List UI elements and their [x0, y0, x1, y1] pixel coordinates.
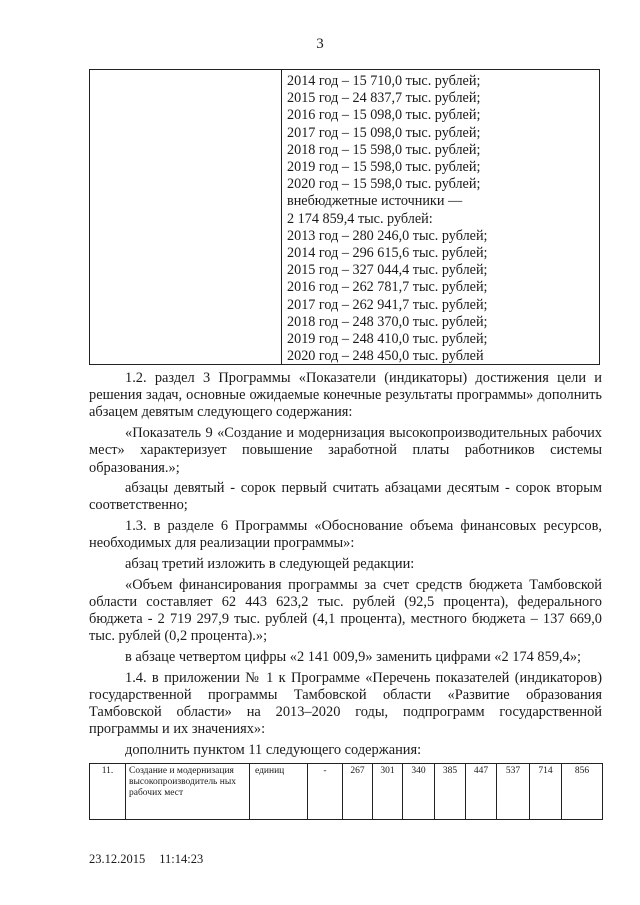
funding-line: 2014 год – 15 710,0 тыс. рублей; — [287, 73, 481, 89]
funding-line: 2017 год – 262 941,7 тыс. рублей; — [287, 296, 488, 313]
indicator-number: 11. — [90, 764, 126, 820]
paragraph: 1.3. в разделе 6 Программы «Обоснование объема финансовых ресурсов, необходимых для реализации программы»: — [89, 518, 602, 552]
indicator-value: 714 — [530, 764, 562, 820]
paragraph: абзац третий изложить в следующей редакции: — [125, 556, 415, 573]
funding-line: 2014 год – 296 615,6 тыс. рублей; — [287, 245, 488, 262]
funding-line: 2020 год – 248 450,0 тыс. рублей — [287, 348, 484, 365]
funding-table — [89, 69, 600, 365]
funding-line: 2019 год – 15 598,0 тыс. рублей; — [287, 159, 481, 176]
funding-line: внебюджетные источники — — [287, 193, 463, 210]
paragraph: 1.2. раздел 3 Программы «Показатели (индикаторы) достижения цели и решения задач, основные ожидаемые конечные результаты программы» дополнить абзацем девятым следующего содержания: — [89, 370, 602, 421]
indicator-row — [90, 764, 603, 820]
paragraph: в абзаце четвертом цифры «2 141 009,9» заменить цифрами «2 174 859,4»; — [125, 649, 582, 666]
funding-line: 2019 год – 248 410,0 тыс. рублей; — [287, 331, 488, 348]
funding-table-label-cell — [90, 70, 282, 364]
indicator-value: 856 — [562, 764, 603, 820]
funding-line: 2020 год – 15 598,0 тыс. рублей; — [287, 176, 481, 193]
indicator-value: 267 — [343, 764, 373, 820]
indicator-value: 340 — [403, 764, 435, 820]
funding-line: 2016 год – 262 781,7 тыс. рублей; — [287, 279, 488, 296]
funding-line: 2013 год – 280 246,0 тыс. рублей; — [287, 227, 488, 244]
indicator-base-value: - — [308, 764, 343, 820]
footer-timestamp — [89, 852, 217, 867]
funding-line: 2018 год – 248 370,0 тыс. рублей; — [287, 313, 488, 330]
indicator-value: 301 — [373, 764, 403, 820]
funding-line: 2018 год – 15 598,0 тыс. рублей; — [287, 141, 481, 158]
indicator-name: Создание и модернизация высокопроизводитель ных рабочих мест — [126, 764, 250, 820]
page-number: 3 — [316, 36, 324, 52]
paragraph: абзацы девятый - сорок первый считать абзацами десятым - сорок вторым соответственно; — [89, 480, 602, 514]
indicator-value: 537 — [497, 764, 530, 820]
paragraph: дополнить пунктом 11 следующего содержания: — [125, 742, 422, 759]
funding-line: 2015 год – 24 837,7 тыс. рублей; — [287, 90, 481, 107]
indicator-unit: единиц — [250, 764, 308, 820]
paragraph: «Объем финансирования программы за счет средств бюджета Тамбовской области составляет 62 443 623,2 тыс. рублей (92,5 процента), федерального бюджета - 2 719 297,9 тыс. рублей (4,1 процента), местного бюджета – 137 669,0 тыс. рублей (0,2 процента).»; — [89, 576, 602, 645]
paragraph: 1.4. в приложении № 1 к Программе «Перечень показателей (индикаторов) государственной программы Тамбовской области «Развитие образования Тамбовской области» на 2013–2020 годы, подпрограмм государственной программы и их значениях»: — [89, 669, 602, 738]
funding-line: 2 174 859,4 тыс. рублей: — [287, 210, 433, 227]
footer-date: 23.12.2015 — [89, 852, 146, 866]
funding-line: 2015 год – 327 044,4 тыс. рублей; — [287, 262, 488, 279]
indicator-value: 447 — [466, 764, 497, 820]
amendment-text — [89, 370, 602, 763]
paragraph: «Показатель 9 «Создание и модернизация высокопроизводительных рабочих мест» характеризует повышение заработной платы работников системы образования.»; — [89, 425, 602, 476]
funding-line: 2016 год – 15 098,0 тыс. рублей; — [287, 107, 481, 124]
funding-line: 2017 год – 15 098,0 тыс. рублей; — [287, 124, 481, 141]
funding-lines — [287, 73, 597, 365]
footer-time: 11:14:23 — [159, 852, 204, 866]
indicator-table — [89, 763, 603, 820]
indicator-value: 385 — [435, 764, 466, 820]
